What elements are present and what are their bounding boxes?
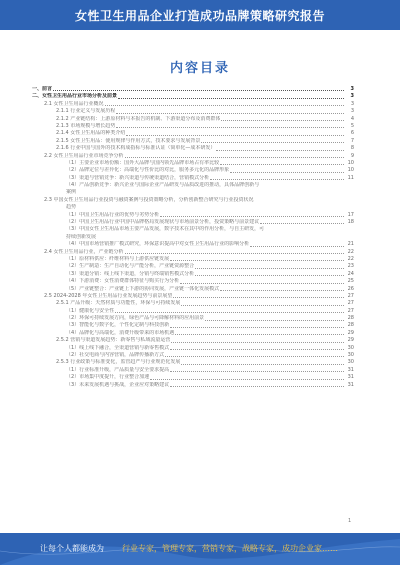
footer-slogan: 让每个人都能成为 [40,544,104,553]
toc-entry-page: 7 [350,137,354,144]
toc-entry[interactable] [32,382,354,389]
toc-entry[interactable] [32,219,354,226]
toc-entry-text: （3）未来发展机遇与挑战，企业应对策略建议 [66,381,170,388]
toc-leader-dots [116,127,344,128]
toc-entry[interactable] [32,286,354,293]
toc-entry[interactable] [32,249,354,256]
toc-entry-text: （3）渠道分销：线上线下渠道，分销与终端销售模式分析 [66,270,195,277]
toc-leader-dots [53,90,344,91]
toc-entry[interactable] [32,175,354,182]
toc-entry-text: 持续创新发展 [66,233,97,240]
toc-entry-text: 2.1.5 女性卫生用品：使用规律与作用方式，技术要求与发展背景 [56,137,201,144]
toc-leader-dots [216,150,344,151]
toc-entry-page: 27 [347,307,354,314]
toc-entry[interactable] [32,300,354,307]
toc-entry-page: 29 [347,329,354,336]
toc-heading: 内容目录 [169,61,230,76]
toc-entry-text: 2.4 女性卫生用品行业，产业链分析 [44,248,124,255]
toc-entry-page: 28 [347,315,354,322]
toc-entry-text: 2.2 女性卫生用品行业市场竞争分析 [44,152,124,159]
toc-entry-page: 31 [347,374,354,381]
toc-leader-dots [230,172,344,173]
toc-entry-page: 18 [347,219,354,226]
toc-leader-dots [170,371,344,372]
toc-entry-text: （2）社交电商与内容营销，品牌传播新方式 [66,352,165,359]
toc-leader-dots [205,320,344,321]
toc-entry[interactable] [32,308,354,315]
toc-entry-text: （1）主要企业市场份额：国外大品牌与国内领先品牌市场占有率比较 [66,159,220,166]
toc-entry[interactable] [32,345,354,352]
toc-entry[interactable] [32,241,354,248]
toc-leader-dots [170,386,344,387]
toc-entry-text: 2.1.6 行业中国与国外的技术构成指标与标准认证（简单化—成本研发） [56,145,216,152]
toc-leader-dots [195,275,344,276]
toc-entry-page: 10 [347,167,354,174]
toc-entry-page: 29 [347,337,354,344]
toc-entry-page: 22 [347,255,354,262]
toc-entry-page: 3 [350,85,354,92]
toc-leader-dots [260,223,344,224]
toc-entry-text: （4）产品创新竞争：新兴企业与国际企业产品研发与品质改进的推动，具体品牌创新与 [66,182,260,189]
toc-entry-page: 10 [347,159,354,166]
toc-leader-dots [170,327,344,328]
toc-entry[interactable] [32,182,354,189]
toc-leader-dots [250,246,344,247]
toc-entry-page: 31 [347,366,354,373]
toc-entry[interactable] [32,293,354,300]
toc-entry-page: 28 [347,322,354,329]
toc-entry-text: （1）原材料供应：纤维材料与上游供应链发展 [66,255,170,262]
toc-entry-page: 17 [347,211,354,218]
toc-entry-page: 26 [347,285,354,292]
toc-entry-page: 30 [347,344,354,351]
toc-leader-dots [181,305,344,306]
toc-entry-text: 2.1.4 女性卫生用品的种类介绍 [56,130,126,137]
toc-entry-page: 27 [347,300,354,307]
toc-entry-page: 6 [350,130,354,137]
toc-entry-text: （5）产业链整合：产业链上下游的协同发展，产业链一体化发展模式 [66,285,220,292]
toc-leader-dots [175,334,344,335]
toc-entry-text: 2.5.1 产品升级：天然材质与功能性，环保与可持续发展 [56,300,181,307]
toc-leader-dots [125,253,344,254]
toc-entry[interactable] [32,315,354,322]
toc-entry-text: （1）健康化与安全性 [66,307,115,314]
toc-entry-text: 二、女性卫生用品行业市场分析及前景 [32,93,118,100]
toc-entry[interactable] [32,234,354,241]
toc-entry-page: 9 [350,152,354,159]
toc-entry[interactable] [32,330,354,337]
toc-entry-page: 24 [347,270,354,277]
toc-leader-dots [170,260,344,261]
toc-entry-page: 3 [350,100,354,107]
page-number: 1 [348,518,352,524]
toc-leader-dots [150,379,344,380]
toc-entry[interactable] [32,337,354,344]
toc-entry[interactable] [32,167,354,174]
toc-entry-text: （1）行业标准升级，产品质量与安全要求提高 [66,366,170,373]
toc-entry[interactable] [32,130,354,137]
toc-entry[interactable] [32,271,354,278]
toc-entry[interactable] [32,116,354,123]
toc-leader-dots [105,105,344,106]
toc-leader-dots [115,312,344,313]
toc-entry-text: （2）中国卫生用品行业中国中品牌格局发展现状与市场前景分析，投资策略与前景建议 [66,219,260,226]
toc-entry-page: 30 [347,359,354,366]
toc-leader-dots [201,142,344,143]
toc-entry-text: （2）品牌定位与差异化：高端化与性价比的对比，服务多元化的品牌形象 [66,167,230,174]
toc-entry[interactable] [32,101,354,108]
toc-leader-dots [160,216,344,217]
toc-entry-text: （3）智能化与数字化，个性化定制与科技创新 [66,322,170,329]
toc-entry-page: 11 [347,174,354,181]
toc-leader-dots [126,135,344,136]
toc-entry[interactable] [32,197,354,204]
toc-entry-page: 21 [347,241,354,248]
toc-entry[interactable] [32,138,354,145]
toc-entry-text: 2.5 2024-2028 年女性卫生用品行业发展趋势与前景展望 [44,292,173,299]
toc-entry[interactable] [32,278,354,285]
toc-entry-page: 8 [350,145,354,152]
toc-entry[interactable] [32,160,354,167]
toc-entry-text: 2.1.3 市场规模与增长趋势 [56,122,116,129]
toc-entry-text: （2）市场集中度提升，行业整合加速 [66,374,150,381]
toc-leader-dots [210,179,344,180]
toc-entry[interactable] [32,93,354,100]
toc-entry[interactable] [32,189,354,196]
toc-entry-text: （2）环保可持续发展方向，绿色产品与可降解材料的应用前景 [66,315,205,322]
toc-entry-page: 23 [347,263,354,270]
toc-entry[interactable] [32,145,354,152]
toc-entry-page: 30 [347,352,354,359]
toc-leader-dots [125,157,344,158]
toc-leader-dots [118,98,344,99]
footer-tagline: 行业专家，管理专家，营销专家，战略专家，成功企业家…… [122,544,338,553]
toc-entry-page: 3 [350,93,354,100]
toc-entry[interactable] [32,108,354,115]
toc-entry-text: （4）下游消费：女性消费群体特征与购买行为分析 [66,278,180,285]
toc-leader-dots [221,120,344,121]
toc-entry-text: （3）中国女性卫生用品市场主要产品发展，数字技术在其中的作用分析，与自主研发，可 [66,226,265,233]
toc-leader-dots [165,356,344,357]
toc-entry-text: 2.1.1 行业定义与发展历程 [56,108,116,115]
toc-entry[interactable] [32,263,354,270]
report-title: 女性卫生用品企业打造成功品牌策略研究报告 [74,8,325,23]
toc-leader-dots [170,349,344,350]
toc-leader-dots [116,113,344,114]
toc-entry[interactable] [32,374,354,381]
toc-leader-dots [181,364,344,365]
toc-entry-page: 27 [347,292,354,299]
toc-entry[interactable] [32,212,354,219]
toc-entry[interactable] [32,256,354,263]
toc-leader-dots [173,297,344,298]
report-header-banner [0,0,400,30]
toc-entry-text: （4）中国市场营销推广模式研究，环保意识提高中对女性卫生用品行业的影响分析 [66,241,250,248]
toc-entry-page: 31 [347,381,354,388]
toc-leader-dots [195,268,344,269]
toc-leader-dots [220,164,344,165]
toc-entry-page: 22 [347,248,354,255]
toc-entry-text: 2.1 女性卫生用品行业概况 [44,100,104,107]
toc-entry[interactable] [32,204,354,211]
toc-entry-text: 2.1.2 产业链结构：上游原材料与本报告的机制、下游渠道分布及消费群体 [56,115,221,122]
toc-entry-page: 25 [347,278,354,285]
toc-entry[interactable] [32,367,354,374]
toc-entry-text: 一、前言 [32,85,53,92]
toc-entry-text: （1）线上线下融合，全渠道营销与新零售模式 [66,344,170,351]
toc-entry-text: （2）生产制造：生产自动化与产能分析，产业链资源整合 [66,263,195,270]
toc-entry-text: 2.5.2 营销与渠道发展趋势：新零售与私域流量运营 [56,337,171,344]
toc-leader-dots [220,290,344,291]
toc-entry-text: （4）品牌化与高端化，消费升级带来的市场机遇 [66,329,175,336]
table-of-contents [32,86,354,389]
toc-leader-dots [171,342,344,343]
toc-entry[interactable] [32,153,354,160]
toc-entry-text: 2.3 中国女性卫生用品行业投资与融资案例与投资策略分析，分析创新整合研究与行业投资状况 [44,196,254,203]
toc-entry[interactable] [32,352,354,359]
toc-entry-text: （3）渠道与营销竞争：新兴渠道与传统渠道结合，营销模式分析 [66,174,210,181]
toc-entry-text: 案例 [66,189,77,196]
toc-entry-page: 5 [350,122,354,129]
toc-entry-text: 2.5.3 行业政策与标准变化，监管趋严与行业规范化发展 [56,359,181,366]
toc-entry[interactable] [32,86,354,93]
toc-entry[interactable] [32,323,354,330]
toc-entry-page: 3 [350,108,354,115]
toc-leader-dots [180,283,344,284]
toc-entry[interactable] [32,123,354,130]
toc-entry-text: （1）中国卫生用品行业的优势与劣势分析 [66,211,160,218]
toc-entry-page: 4 [350,115,354,122]
footer-banner [0,533,400,565]
toc-entry-text: 趋势 [66,204,77,211]
toc-entry[interactable] [32,359,354,366]
toc-entry[interactable] [32,226,354,233]
